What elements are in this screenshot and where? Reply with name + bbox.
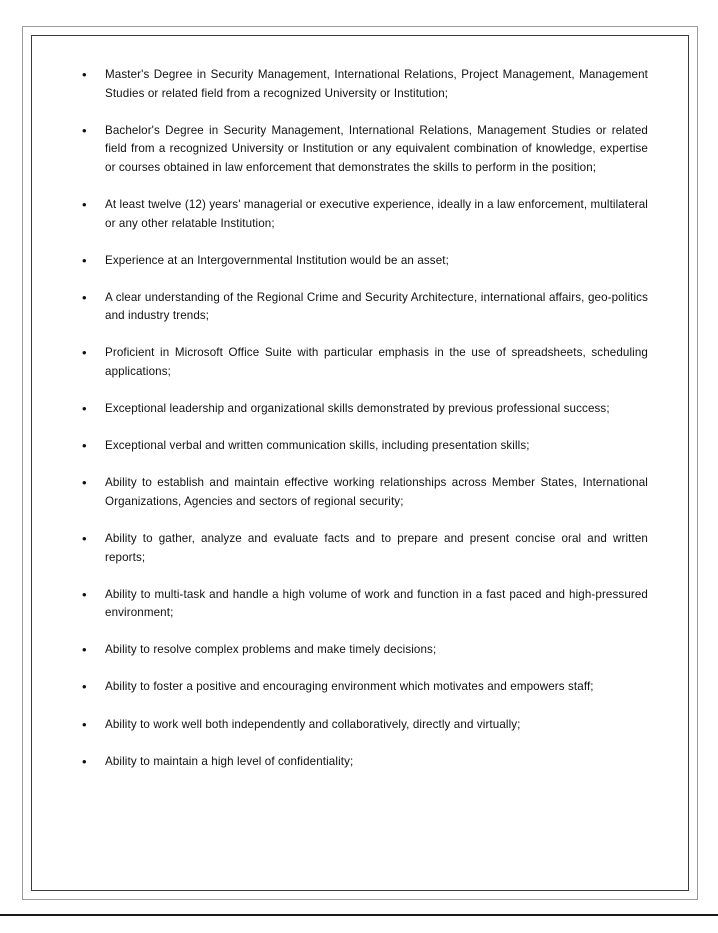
requirement-text: Ability to maintain a high level of confidentiality;	[105, 754, 354, 768]
requirement-text: Proficient in Microsoft Office Suite with particular emphasis in the use of spreadsheets, scheduling applications;	[105, 346, 648, 379]
requirement-text: Exceptional verbal and written communication skills, including presentation skills;	[105, 439, 530, 453]
requirement-text: Ability to resolve complex problems and make timely decisions;	[105, 643, 437, 657]
requirement-text: Ability to multi-task and handle a high volume of work and function in a fast paced and high-pressured environment;	[105, 587, 648, 620]
bullet-icon: •	[82, 438, 87, 454]
requirements-list	[78, 66, 648, 771]
footer-divider	[0, 914, 718, 916]
requirement-item	[78, 344, 648, 381]
requirement-item	[78, 289, 648, 326]
requirement-text: Experience at an Intergovernmental Institution would be an asset;	[105, 253, 449, 267]
requirement-item	[78, 252, 648, 271]
bullet-icon: •	[82, 345, 87, 361]
bullet-icon: •	[82, 196, 87, 212]
requirement-item	[78, 122, 648, 178]
requirement-item	[78, 586, 648, 623]
requirement-text: Ability to gather, analyze and evaluate facts and to prepare and present concise oral and written reports;	[105, 532, 648, 564]
requirement-text: At least twelve (12) years' managerial or executive experience, ideally in a law enforcement, multilateral or any other relatable Institution;	[105, 197, 648, 230]
bullet-icon: •	[82, 289, 87, 305]
requirement-item	[78, 753, 648, 772]
bullet-icon: •	[82, 753, 87, 769]
requirement-item	[78, 196, 648, 233]
page-outer-border	[22, 26, 698, 900]
requirement-item	[78, 474, 648, 511]
bullet-icon: •	[82, 401, 87, 417]
requirement-text: Bachelor's Degree in Security Management, International Relations, Management Studies or related field from a recognized University or Institution or any equivalent combination of knowledge, expertise or courses obtained in law enforcement that demonstrates the skills to perform in the position;	[105, 123, 648, 174]
requirement-item	[78, 400, 648, 419]
requirement-text: Ability to work well both independently and collaboratively, directly and virtually;	[105, 717, 521, 731]
requirement-item	[78, 530, 648, 567]
requirement-item	[78, 437, 648, 456]
requirement-text: Ability to foster a positive and encouraging environment which motivates and empowers staff;	[105, 680, 594, 694]
bullet-icon: •	[82, 67, 87, 82]
requirements-section	[78, 66, 648, 790]
requirement-item	[78, 678, 648, 697]
page-inner-border	[31, 35, 689, 891]
requirement-item	[78, 66, 648, 103]
bullet-icon: •	[82, 586, 87, 602]
bullet-icon: •	[82, 122, 87, 138]
bullet-icon: •	[82, 642, 87, 658]
bullet-icon: •	[82, 475, 87, 491]
bullet-icon: •	[82, 679, 87, 695]
bullet-icon: •	[82, 716, 87, 732]
requirement-text: Exceptional leadership and organizational skills demonstrated by previous professional success;	[105, 402, 610, 416]
bullet-icon: •	[82, 252, 87, 268]
requirement-item	[78, 641, 648, 660]
requirement-text: Master's Degree in Security Management, International Relations, Project Management, Management Studies or related field from a recognized University or Institution;	[105, 68, 648, 100]
requirement-text: Ability to establish and maintain effective working relationships across Member States, International Organizations, Agencies and sectors of regional security;	[105, 476, 648, 508]
bullet-icon: •	[82, 531, 87, 546]
requirement-text: A clear understanding of the Regional Crime and Security Architecture, international affairs, geo-politics and industry trends;	[105, 290, 648, 323]
requirement-item	[78, 716, 648, 735]
